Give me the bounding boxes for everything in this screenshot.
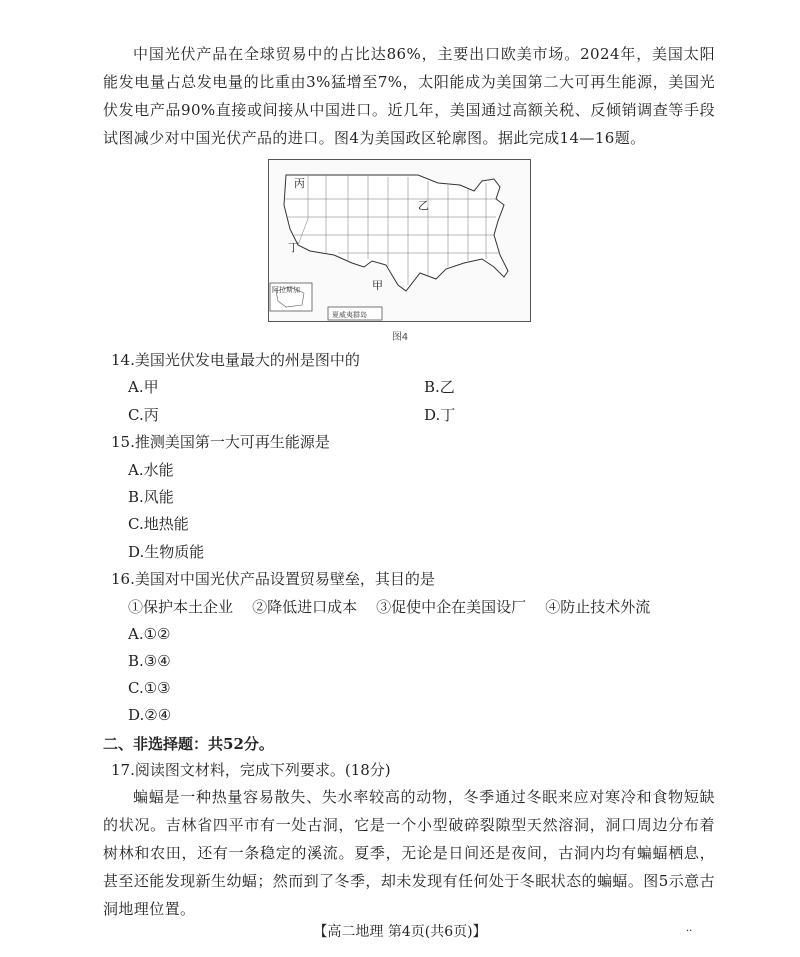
section-heading: 二、非选择题：共52分。 [103, 735, 274, 753]
q14-option-a[interactable]: A.甲 [128, 378, 159, 396]
q15-stem: 15.推测美国第一大可再生能源是 [111, 433, 330, 451]
q14-option-c[interactable]: C.丙 [128, 406, 159, 424]
q16-option-d[interactable]: D.②④ [128, 706, 172, 724]
q14-option-b[interactable]: B.乙 [424, 378, 455, 396]
q15-option-d[interactable]: D.生物质能 [128, 543, 205, 561]
q14-stem: 14.美国光伏发电量最大的州是图中的 [111, 351, 360, 369]
q16-option-a[interactable]: A.①② [128, 625, 171, 643]
q16-statements: ①保护本土企业 ②降低进口成本 ③促使中企在美国设厂 ④防止技术外流 [128, 598, 651, 616]
map-label-jia: 甲 [372, 279, 383, 292]
q15-option-a[interactable]: A.水能 [128, 461, 174, 479]
hawaii-label: 夏威夷群岛 [332, 311, 367, 319]
q17-stem: 17.阅读图文材料，完成下列要求。(18分) [111, 761, 391, 779]
q16-option-b[interactable]: B.③④ [128, 652, 171, 670]
map-label-ding: 丁 [288, 241, 299, 254]
map-label-bing: 丙 [294, 177, 305, 190]
q16-option-c[interactable]: C.①③ [128, 679, 171, 697]
page-footer: 【高二地理 第4页(共6页)】 [313, 924, 487, 940]
us-map-figure [268, 159, 531, 322]
map-caption: 图4 [391, 332, 409, 343]
q17-material: 蝙蝠是一种热量容易散失、失水率较高的动物，冬季通过冬眠来应对寒冷和食物短缺的状况。吉林省四平市有一处古洞，它是一个小型破碎裂隙型天然溶洞，洞口周边分布着树林和农田，还有一条稳定的溪流。夏季，无论是日间还是夜间，古洞内均有蝙蝠栖息，甚至还能发现新生幼蝠；然而到了冬季，却未发现有任何处于冬眠状态的蝙蝠。图5示意古洞地理位置。 [103, 788, 715, 918]
q15-option-b[interactable]: B.风能 [128, 488, 174, 506]
corner-mark: ·· [686, 926, 693, 937]
map-label-yi: 乙 [418, 199, 429, 212]
q15-option-c[interactable]: C.地热能 [128, 515, 189, 533]
alaska-label: 阿拉斯加 [272, 286, 300, 294]
q14-option-d[interactable]: D.丁 [424, 406, 456, 424]
intro-paragraph: 中国光伏产品在全球贸易中的占比达86%，主要出口欧美市场。2024年，美国太阳能发电量占总发电量的比重由3%猛增至7%，太阳能成为美国第二大可再生能源，美国光伏发电产品90%直接或间接从中国进口。近几年，美国通过高额关税、反倾销调查等手段试图减少对中国光伏产品的进口。图4为美国政区轮廓图。据此完成14—16题。 [103, 45, 715, 147]
us-outline-map [268, 159, 531, 322]
q16-stem: 16.美国对中国光伏产品设置贸易壁垒，其目的是 [111, 570, 435, 588]
